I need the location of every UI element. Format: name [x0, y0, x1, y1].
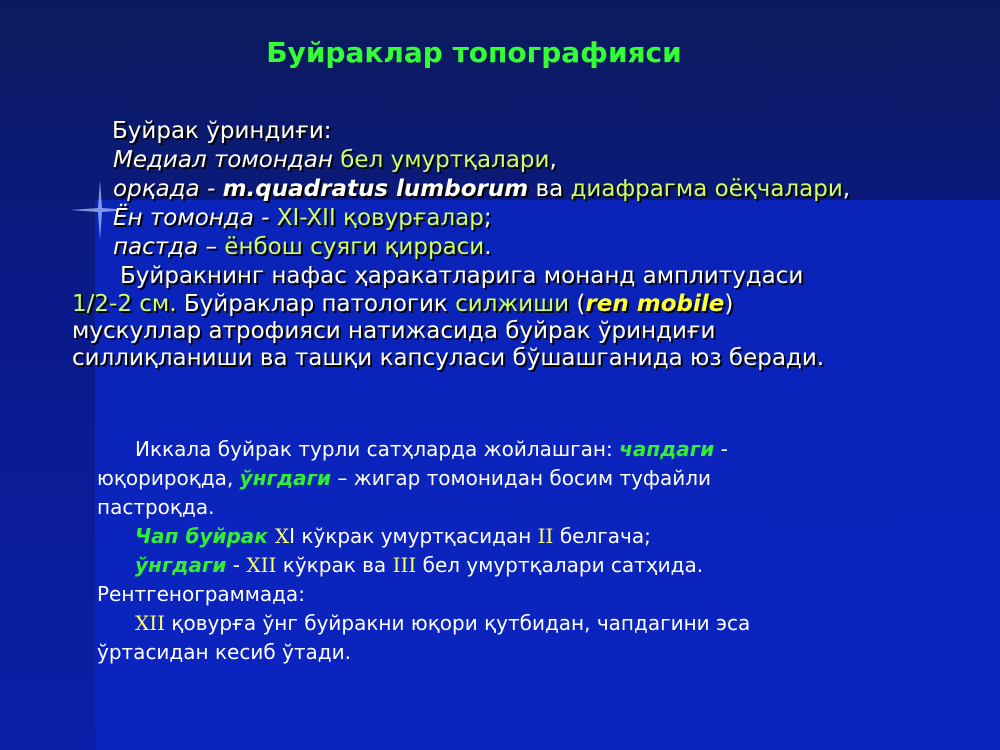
text-line: Рентгенограммада:	[97, 582, 305, 606]
mobility-paragraph: Буйракнинг нафас ҳаракатларига монанд амплитудаси 1/2-2 см. Буйраклар патологик силжиши (ren mobile) мускуллар атрофияси натижасида буйрак ўриндиғи силлиқланиши ва ташқи капсуласи бўшашганида юз беради.	[72, 263, 825, 371]
text-line: Иккала буйрак турли сатҳларда жойлашган: чапдаги -	[135, 437, 728, 461]
kidney-levels-section	[97, 435, 957, 667]
list-item: орқада - m.quadratus lumborum ва диафрагма оёқчалари,	[113, 176, 851, 202]
text-line: ўнгдаги - XII кўкрак ва III бел умуртқалари сатҳида.	[135, 553, 704, 577]
list-item: пастда – ёнбош суяги қирраси.	[113, 234, 492, 260]
section-heading: Буйрак ўриндиғи:	[112, 118, 332, 144]
list-item: Медиал томондан бел умуртқалари,	[113, 147, 557, 173]
kidney-bed-section	[72, 117, 952, 372]
text-line: ўртасидан кесиб ўтади.	[97, 640, 351, 664]
text-line: пастроқда.	[97, 495, 215, 519]
list-item: Ён томонда - XI-XII қовурғалар;	[113, 205, 492, 231]
text-line: Чап буйрак XI кўкрак умуртқасидан II белгача;	[135, 524, 651, 548]
text-line: юқорироқда, ўнгдаги – жигар томонидан босим туфайли	[97, 466, 712, 490]
text-line: XII қовурға ўнг буйракни юқори қутбидан, чапдагини эса	[135, 611, 751, 635]
slide-title: Буйраклар топографияси	[266, 36, 682, 69]
